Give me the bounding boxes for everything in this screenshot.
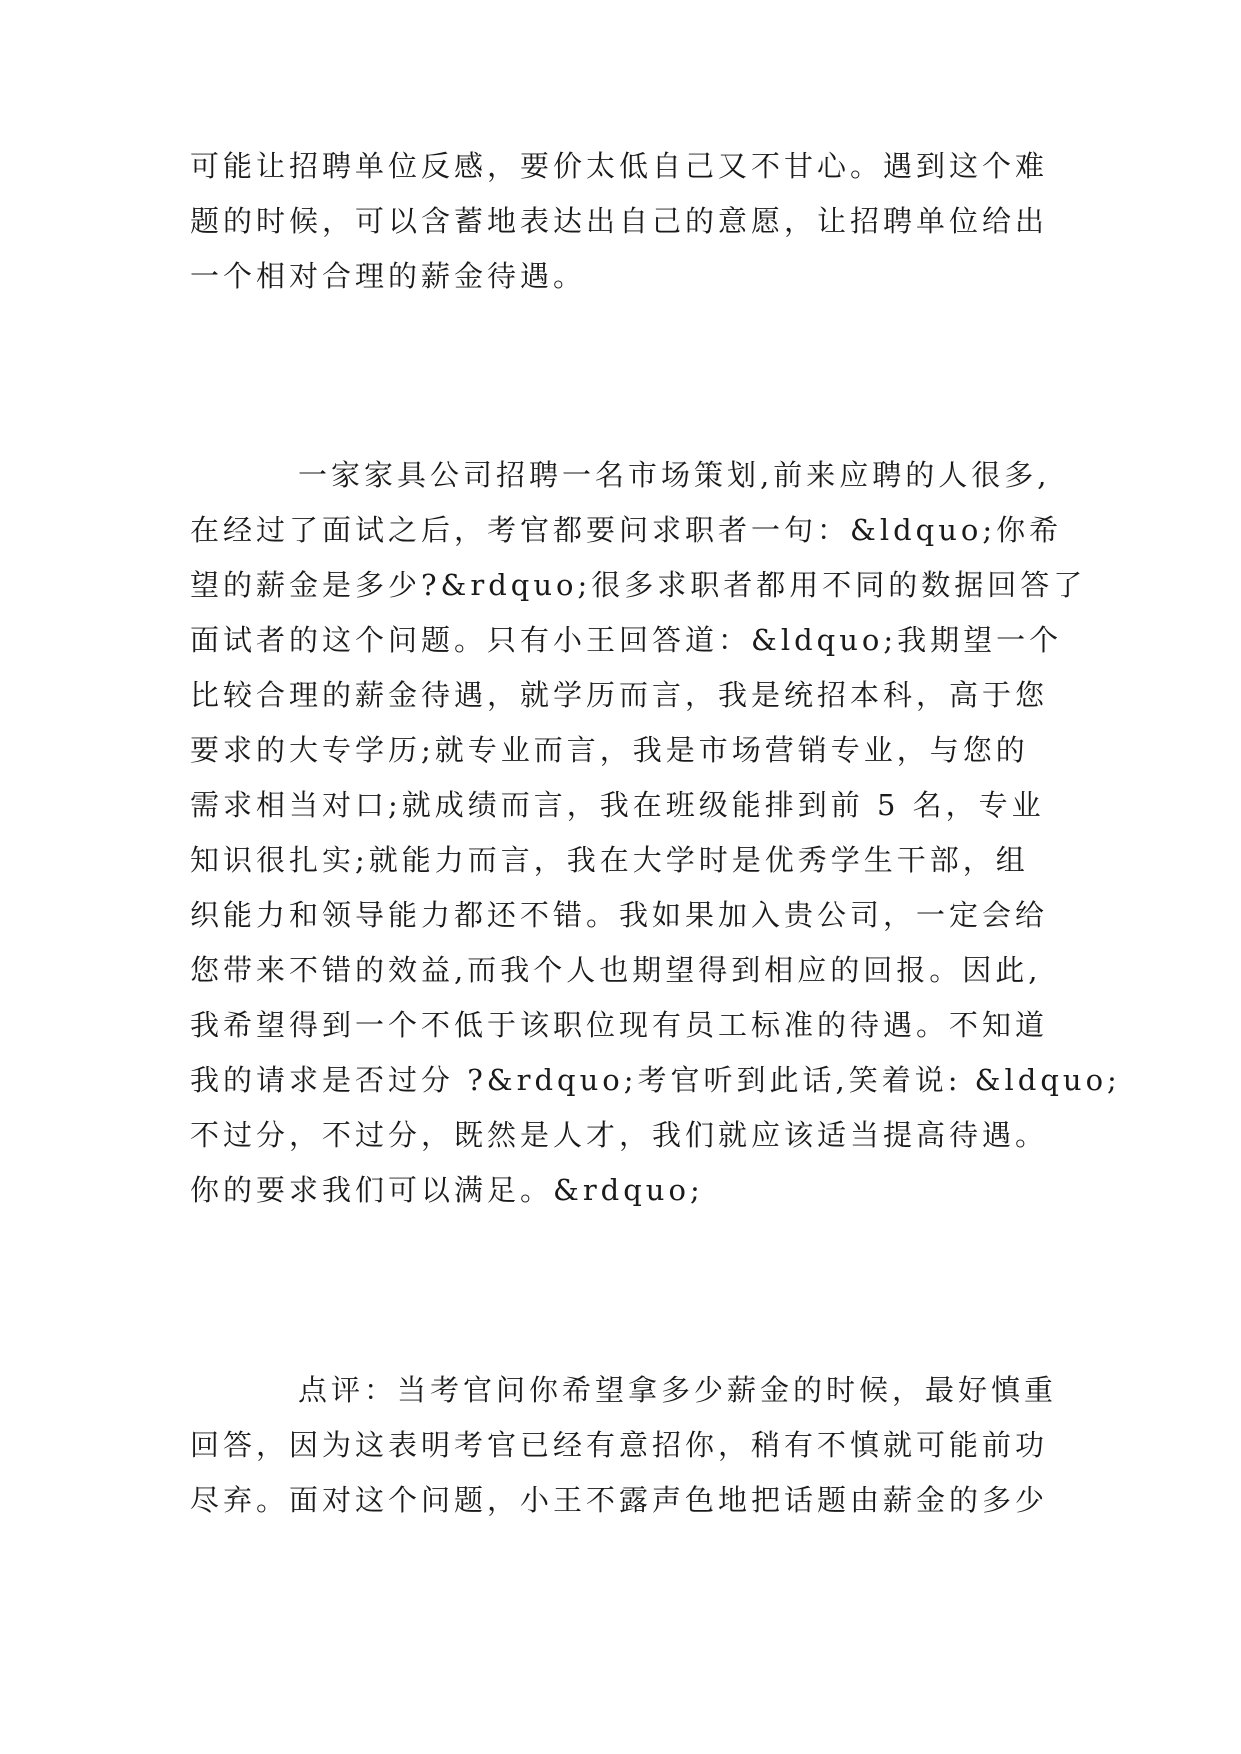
text-line: 比较合理的薪金待遇，就学历而言，我是统招本科，高于您 xyxy=(190,678,1049,712)
text-line: 一个相对合理的薪金待遇。 xyxy=(190,259,587,293)
text-line: 需求相当对口;就成绩而言，我在班级能排到前 5 名，专业 xyxy=(190,788,1045,822)
text-line: 我的请求是否过分 ?&rdquo;考官听到此话,笑着说: &ldquo; xyxy=(190,1063,1121,1097)
text-line: 你的要求我们可以满足。&rdquo; xyxy=(190,1173,704,1207)
text-line: 点评：当考官问你希望拿多少薪金的时候，最好慎重 xyxy=(298,1373,1058,1407)
text-line: 我希望得到一个不低于该职位现有员工标准的待遇。不知道 xyxy=(190,1008,1049,1042)
text-line: 回答，因为这表明考官已经有意招你，稍有不慎就可能前功 xyxy=(190,1428,1049,1462)
text-line: 在经过了面试之后，考官都要问求职者一句：&ldquo;你希 xyxy=(190,513,1063,547)
text-line: 望的薪金是多少?&rdquo;很多求职者都用不同的数据回答了 xyxy=(190,568,1087,602)
text-line: 不过分，不过分，既然是人才，我们就应该适当提高待遇。 xyxy=(190,1118,1049,1152)
text-line: 要求的大专学历;就专业而言，我是市场营销专业，与您的 xyxy=(190,733,1029,767)
text-line: 面试者的这个问题。只有小王回答道：&ldquo;我期望一个 xyxy=(190,623,1063,657)
text-line: 您带来不错的效益,而我个人也期望得到相应的回报。因此, xyxy=(190,953,1042,987)
text-line: 题的时候，可以含蓄地表达出自己的意愿，让招聘单位给出 xyxy=(190,204,1049,238)
text-line: 织能力和领导能力都还不错。我如果加入贵公司，一定会给 xyxy=(190,898,1049,932)
text-line: 一家家具公司招聘一名市场策划,前来应聘的人很多, xyxy=(298,458,1051,492)
text-line: 可能让招聘单位反感，要价太低自己又不甘心。遇到这个难 xyxy=(190,149,1049,183)
text-line: 尽弃。面对这个问题，小王不露声色地把话题由薪金的多少 xyxy=(190,1483,1049,1517)
text-line: 知识很扎实;就能力而言，我在大学时是优秀学生干部，组 xyxy=(190,843,1029,877)
